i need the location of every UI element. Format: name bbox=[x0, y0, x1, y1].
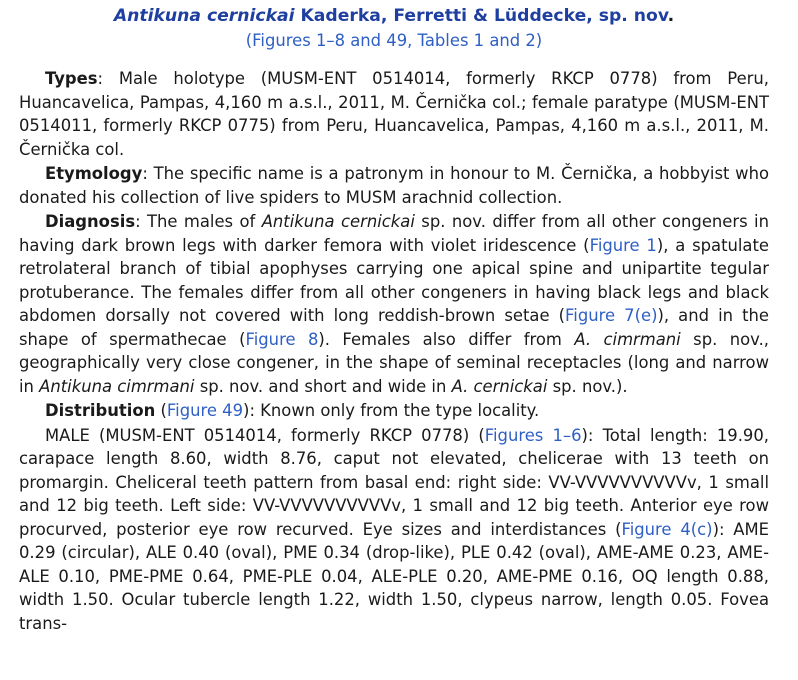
species-name: Antikuna cernickai bbox=[113, 6, 295, 26]
diagnosis-text: sp. nov. and short and wide in bbox=[194, 376, 452, 396]
distribution-paragraph bbox=[19, 399, 769, 423]
etymology-paragraph bbox=[19, 162, 769, 209]
diagnosis-text: sp. nov., geographically very close congener, in the shape of seminal receptacles (long and narrow in bbox=[19, 329, 770, 396]
male-text: ): Total length: 19.90, carapace length 8.60, width 8.76, caput not elevated, chelicerae with 13 teeth on promargin. Cheliceral teeth pattern from basal end: right side: VV-VVVVVVVVVVv, 1 small and 12 big teeth. Left side: VV-VVVVVVVVVVv, 1 small and 12 big teeth. Anterior eye row procurved, posterior eye row recurved. Eye sizes and interdistances ( bbox=[19, 425, 769, 539]
etymology-label: Etymology bbox=[45, 164, 143, 183]
figure-link[interactable]: Figure 8 bbox=[245, 329, 319, 349]
diagnosis-text: ), and in the shape of spermathecae ( bbox=[19, 306, 770, 349]
male-text: MALE (MUSM-ENT 0514014, formerly RKCP 0778) ( bbox=[45, 425, 485, 445]
diagnosis-text: sp. nov.). bbox=[547, 376, 628, 396]
species-name-italic: A. cimrmani bbox=[574, 329, 681, 349]
distribution-label: Distribution bbox=[45, 401, 156, 420]
species-name-italic: Antikuna cimrmani bbox=[39, 376, 195, 396]
species-authors: Kaderka, Ferretti & Lüddecke, sp. nov bbox=[294, 6, 668, 26]
distribution-text: ): Known only from the type locality. bbox=[243, 401, 540, 420]
figure-link[interactable]: Figure 4(c) bbox=[621, 519, 713, 539]
male-text: ): AME 0.29 (circular), ALE 0.40 (oval), PME 0.34 (drop-like), PLE 0.42 (oval), AME-AME 0.23, AME-ALE 0.10, PME-PME 0.64, PME-PLE 0.04, ALE-PLE 0.20, AME-PME 0.16, OQ length 0.88, width 1.50. Ocular tubercle length 1.22, width 1.50, clypeus narrow, length 0.05. Fovea trans- bbox=[19, 519, 770, 633]
types-paragraph bbox=[19, 67, 769, 161]
figure-link[interactable]: Figures 1–6 bbox=[484, 425, 582, 445]
types-text: : Male holotype (MUSM-ENT 0514014, formerly RKCP 0778) from Peru, Huancavelica, Pampas, 4,160 m a.s.l., 2011, M. Černička col.; female paratype (MUSM-ENT 0514011, formerly RKCP 0775) from Peru, Huancavelica, Pampas, 4,160 m a.s.l., 2011, M. Černička col. bbox=[19, 69, 769, 159]
figure-link[interactable]: Figure 7(e) bbox=[565, 306, 658, 325]
figure-reference-line[interactable]: (Figures 1–8 and 49, Tables 1 and 2) bbox=[245, 31, 543, 50]
diagnosis-text: ), a spatulate retrolateral branch of tibial apophyses carrying one apical spine and unipartite tegular protuberance. The females differ from all other congeners in having black legs and black abdomen dorsally not covered with long reddish-brown setae ( bbox=[19, 235, 769, 325]
male-description-paragraph bbox=[19, 424, 769, 636]
distribution-text: ( bbox=[155, 401, 167, 420]
figure-link[interactable]: Figure 49 bbox=[166, 401, 244, 420]
species-heading bbox=[19, 4, 769, 29]
diagnosis-text: sp. nov. differ from all other congeners in having dark brown legs with darker femora with violet iridescence ( bbox=[19, 212, 769, 255]
species-name-italic: A. cernickai bbox=[451, 376, 548, 396]
diagnosis-text: ). Females also differ from bbox=[318, 329, 575, 349]
species-name-italic: Antikuna cernickai bbox=[261, 212, 415, 231]
diagnosis-paragraph bbox=[19, 210, 769, 398]
diagnosis-label: Diagnosis bbox=[45, 212, 136, 231]
diagnosis-text: : The males of bbox=[135, 212, 262, 231]
types-label: Types bbox=[45, 69, 98, 88]
heading-period: . bbox=[667, 6, 675, 26]
etymology-text: : The specific name is a patronym in honour to M. Černička, a hobbyist who donated his collection of live spiders to MUSM arachnid collection. bbox=[19, 164, 769, 207]
figure-link[interactable]: Figure 1 bbox=[589, 235, 657, 255]
